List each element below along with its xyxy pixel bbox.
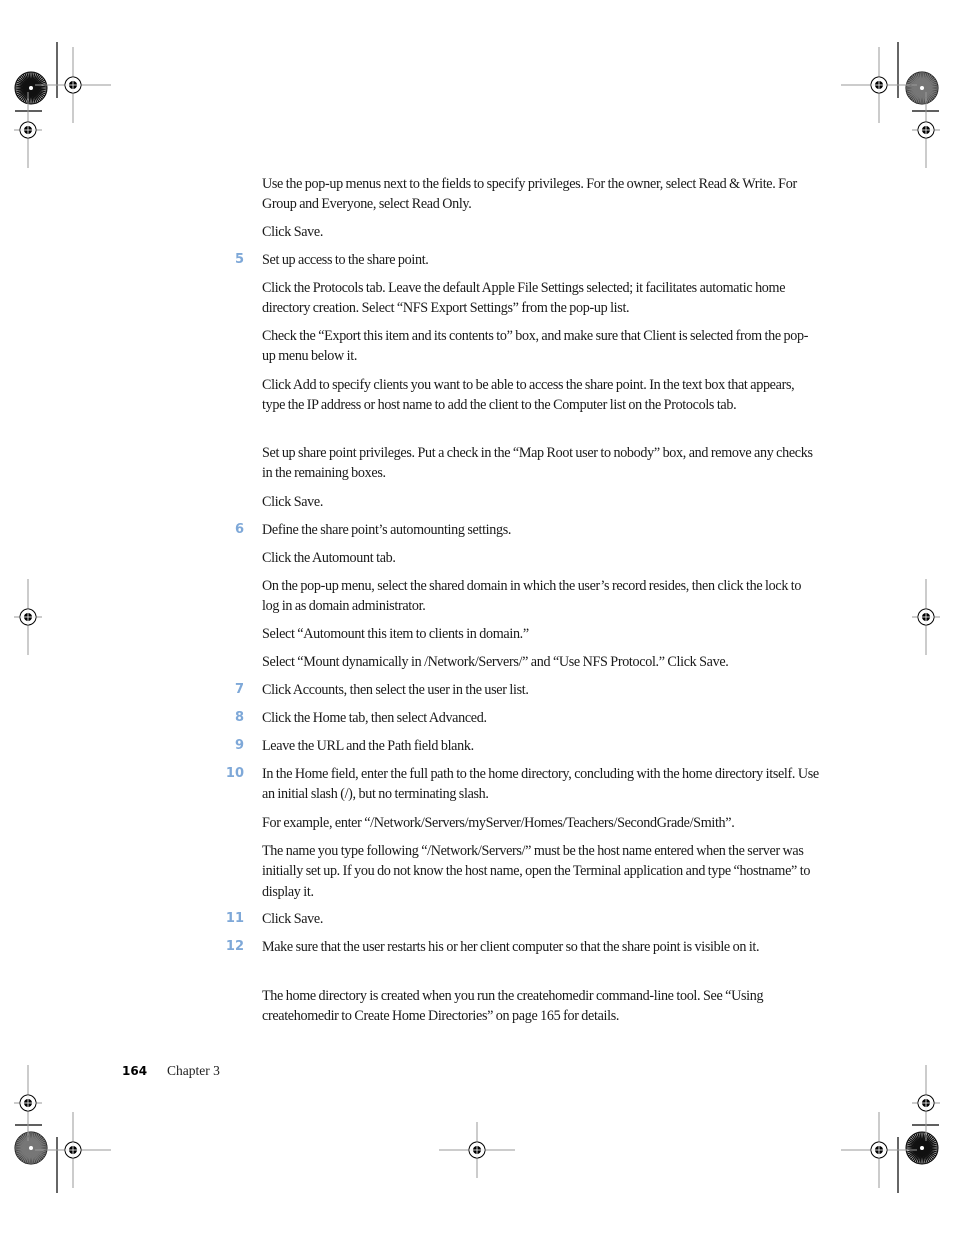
starburst-center	[29, 86, 33, 90]
step-text: Click Accounts, then select the user in the user list.	[262, 681, 529, 698]
step-text: Click Save.	[262, 910, 324, 927]
step-number: 10	[225, 766, 244, 781]
paragraph: Click Save.	[262, 223, 324, 240]
paragraph: For example, enter “/Network/Servers/myServer/Homes/Teachers/SecondGrade/Smith”.	[262, 814, 735, 831]
step-number: 8	[234, 710, 244, 725]
step-text: Leave the URL and the Path field blank.	[262, 737, 474, 754]
paragraph: The name you type following “/Network/Servers/” must be the host name entered when the server was initially set up. If you do not know the host name, open the Terminal application and type “hostname” to display it.	[262, 842, 811, 900]
step-number: 7	[234, 682, 244, 697]
starburst-center	[920, 1146, 924, 1150]
paragraph: Select “Mount dynamically in /Network/Servers/” and “Use NFS Protocol.” Click Save.	[262, 653, 729, 670]
paragraph: The home directory is created when you run the createhomedir command-line tool. See “Using createhomedir to Create Home Directories” on page 165 for details.	[262, 987, 764, 1025]
paragraph: Select “Automount this item to clients in domain.”	[262, 625, 529, 642]
paragraph: Click the Automount tab.	[262, 549, 396, 566]
paragraph: On the pop-up menu, select the shared domain in which the user’s record resides, then click the lock to log in as domain administrator.	[262, 577, 802, 615]
step-number: 5	[234, 252, 244, 267]
step-text: Define the share point’s automounting settings.	[262, 521, 512, 538]
paragraph: Use the pop-up menus next to the fields to specify privileges. For the owner, select Read & Write. For Group and Everyone, select Read Only.	[262, 175, 797, 213]
page-number: 164	[122, 1064, 148, 1078]
starburst-center	[920, 86, 924, 90]
step-number: 12	[225, 939, 244, 954]
step-number: 9	[234, 738, 244, 753]
paragraph: Check the “Export this item and its contents to” box, and make sure that Client is selected from the pop-up menu below it.	[262, 327, 809, 365]
step-text: Make sure that the user restarts his or her client computer so that the share point is visible on it.	[262, 938, 760, 955]
starburst-center	[29, 1146, 33, 1150]
chapter-label: Chapter 3	[167, 1063, 220, 1078]
paragraph: Click Save.	[262, 493, 324, 510]
step-number: 6	[234, 522, 244, 537]
paragraph: Click the Protocols tab. Leave the default Apple File Settings selected; it facilitates automatic home directory creation. Select “NFS Export Settings” from the pop-up list.	[262, 279, 786, 317]
step-number: 11	[225, 911, 244, 926]
paragraph: Set up share point privileges. Put a check in the “Map Root user to nobody” box, and remove any checks in the remaining boxes.	[262, 444, 813, 482]
step-text: Click the Home tab, then select Advanced.	[262, 709, 487, 726]
step-text: In the Home field, enter the full path to the home directory, concluding with the home directory itself. Use an initial slash (/), but no terminating slash.	[262, 765, 819, 803]
paragraph: Click Add to specify clients you want to be able to access the share point. In the text box that appears, type the IP address or host name to add the client to the Computer list on the Protocols tab.	[262, 376, 795, 414]
step-text: Set up access to the share point.	[262, 251, 429, 268]
